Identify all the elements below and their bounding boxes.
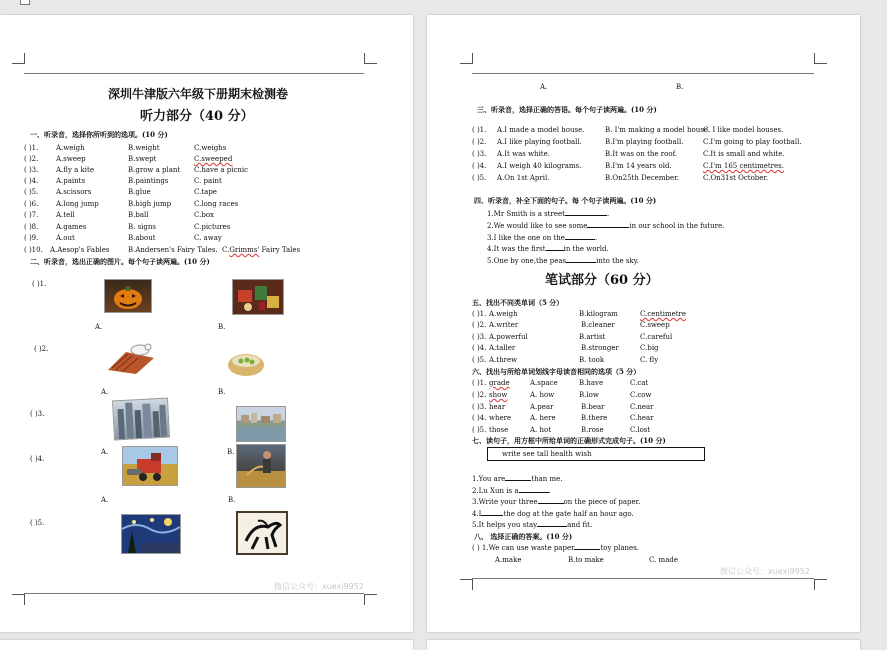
option-b: B. I'm making a model house. <box>605 126 711 134</box>
option-b: B.On25th December. <box>605 174 679 182</box>
option-b-label: B. <box>218 388 226 396</box>
option-b-label: B. <box>218 323 226 331</box>
option-a: A.pear <box>530 403 554 411</box>
choice-question: ( ) 1.We can use waste paper toy planes. <box>472 544 640 552</box>
keyword: show <box>489 391 508 399</box>
skyscrapers-image <box>112 398 170 441</box>
item-number: ( )2. <box>24 155 39 163</box>
option-a: A.games <box>56 223 87 231</box>
option-a: A. here <box>530 414 556 422</box>
option-c: C.I'm 165 centimetres. <box>703 162 784 170</box>
option-a: A.tell <box>56 211 75 219</box>
item-number: ( )3. <box>472 403 487 411</box>
item-number: ( )5. <box>472 426 487 434</box>
option-a: A.threw <box>489 356 518 364</box>
option-a: A.I weigh 40 kilograms. <box>497 162 582 170</box>
harvester-image <box>122 446 178 486</box>
item-number: ( )3. <box>24 166 39 174</box>
option-a: A. hot <box>530 426 552 434</box>
item-number: ( )5. <box>472 174 487 182</box>
fill-sentence: 2.Lu Xun is a . <box>472 487 551 495</box>
written-header: 笔试部分（60 分） <box>545 273 659 288</box>
word-box <box>487 447 705 461</box>
option-a-label: A. <box>540 83 548 91</box>
option-c: C.I'm going to play football. <box>703 138 802 146</box>
footer-rule <box>24 593 364 594</box>
option-a: A.sweep <box>56 155 86 163</box>
option-a: A.make <box>495 556 522 564</box>
option-a: A.I like playing football. <box>497 138 582 146</box>
crop-mark <box>460 53 473 64</box>
option-c: C.hear <box>630 414 654 422</box>
listening-header: 听力部分（40 分） <box>140 109 254 124</box>
option-b: B. signs <box>128 223 157 231</box>
header-rule <box>24 73 364 74</box>
horse-painting-image <box>236 511 288 555</box>
section-6-title: 六、找出与所给单词划线字母读音相同的选项（5 分） <box>472 367 641 376</box>
section-5-title: 五、找出不同类单词（5 分） <box>472 298 564 307</box>
option-a-label: A. <box>95 323 103 331</box>
fill-sentence: 1.You are than me. <box>472 475 563 483</box>
next-page-edge <box>427 640 860 650</box>
town-river-image <box>236 406 286 442</box>
item-number: ( )7. <box>24 211 39 219</box>
option-c: C. I like model houses. <box>703 126 784 134</box>
option-b: B.about <box>128 234 156 242</box>
option-a: A. how <box>530 391 555 399</box>
item-number: ( )2. <box>472 138 487 146</box>
option-a: A.It was white. <box>497 150 550 158</box>
crop-mark <box>12 53 25 64</box>
keyword: where <box>489 414 512 422</box>
toolbar-stub <box>20 0 30 5</box>
option-c: C.It is small and white. <box>703 150 785 158</box>
item-number: ( )3. <box>472 150 487 158</box>
option-b: B.kilogram <box>579 310 618 318</box>
item-number: ( )8. <box>24 223 39 231</box>
header-rule <box>472 73 814 74</box>
fill-sentence: 4.It was the first in the world. <box>487 245 609 253</box>
farmer-wheat-image <box>236 444 286 488</box>
fill-sentence: 5.It helps you stay and fit. <box>472 521 593 529</box>
option-a: A.space <box>530 379 558 387</box>
option-b: B.artist <box>579 333 606 341</box>
pea-basket-image <box>224 347 268 379</box>
option-c: C.big <box>640 344 659 352</box>
fill-sentence: 5.One by one,the peas into the sky. <box>487 257 639 265</box>
option-b: B.swept <box>128 155 157 163</box>
option-a: A.powerful <box>489 333 528 341</box>
crop-mark <box>364 594 377 605</box>
option-c: C.box <box>194 211 214 219</box>
item-number: ( )4. <box>30 455 45 463</box>
fill-sentence: 2.We would like to see some in our school in the future. <box>487 222 725 230</box>
item-number: ( )4. <box>472 162 487 170</box>
fill-sentence: 3.Write your three on the piece of paper. <box>472 498 641 506</box>
option-c: C.cat <box>630 379 649 387</box>
option-c: C.tape <box>194 188 217 196</box>
watermark: 微信公众号：xuexi9952 <box>274 582 364 591</box>
option-b: B. took <box>579 356 605 364</box>
section-7-title: 七、读句子，用方框中所给单词的正确形式完成句子。(10 分) <box>472 436 666 445</box>
watermark: 微信公众号：xuexi9952 <box>720 567 810 576</box>
option-a: A.out <box>56 234 75 242</box>
option-b: B.stronger <box>581 344 619 352</box>
option-a: A.fly a kite <box>56 166 94 174</box>
option-c: C. paint <box>194 177 222 185</box>
option-b: B.bear <box>581 403 605 411</box>
item-number: ( )9. <box>24 234 39 242</box>
option-b: B.there <box>581 414 608 422</box>
option-b: B.It was on the roof. <box>605 150 678 158</box>
option-c: C.sweeped <box>194 155 233 163</box>
option-c: C.weighs <box>194 144 227 152</box>
next-page-edge <box>0 640 413 650</box>
footer-rule <box>472 578 814 579</box>
option-b: B.grow a plant <box>128 166 181 174</box>
item-number: ( )1. <box>32 280 47 288</box>
option-b: B.I'm playing football. <box>605 138 684 146</box>
starry-night-image <box>121 514 181 554</box>
pumpkin-image <box>104 279 152 313</box>
option-c: C. fly <box>640 356 659 364</box>
item-number: ( )1. <box>472 126 487 134</box>
option-c: C.sweep <box>640 321 670 329</box>
item-number: ( )4. <box>472 344 487 352</box>
section-3-title: 三、听录音，选择正确的答语。每个句子读两遍。(10 分) <box>477 105 657 114</box>
item-number: ( )5. <box>30 519 45 527</box>
item-number: ( )4. <box>24 177 39 185</box>
option-c: C.lost <box>630 426 651 434</box>
section-8-title: 八、 选择正确的答案。(10 分) <box>474 532 573 541</box>
option-a: A.I made a model house. <box>497 126 585 134</box>
crop-mark <box>364 53 377 64</box>
option-b-label: B. <box>676 83 684 91</box>
option-c: C.centimetre <box>640 310 687 318</box>
item-number: ( )2. <box>472 321 487 329</box>
item-number: ( )1. <box>24 144 39 152</box>
option-a: A.scissors <box>56 188 92 196</box>
fill-sentence: 4.I the dog at the gate half an hour ago. <box>472 510 634 518</box>
option-b: B.paintings <box>128 177 169 185</box>
crop-mark <box>814 579 827 590</box>
option-b: B.I'm 14 years old. <box>605 162 672 170</box>
option-b: B.Andersen's Fairy Tales. <box>128 246 218 254</box>
item-number: ( )1. <box>472 310 487 318</box>
item-number: ( )3. <box>472 333 487 341</box>
option-c: C.On31st October. <box>703 174 769 182</box>
option-c: C.long races <box>194 200 239 208</box>
item-number: ( )2. <box>34 345 49 353</box>
document-page-2 <box>427 15 860 632</box>
option-a: A.paints <box>56 177 86 185</box>
crop-mark <box>814 53 827 64</box>
option-a-label: A. <box>101 388 109 396</box>
keyword: those <box>489 426 509 434</box>
section-2-title: 二、听录音，选出正确的图片。每个句子读两遍。(10 分) <box>30 257 210 266</box>
item-number: ( )4. <box>472 414 487 422</box>
option-b: B.cleaner <box>581 321 615 329</box>
option-b: B.glue <box>128 188 151 196</box>
crop-mark <box>460 579 473 590</box>
option-a: A.On 1st April. <box>497 174 550 182</box>
option-b-label: B. <box>227 448 235 456</box>
item-number: ( )5. <box>472 356 487 364</box>
option-c: C.Grimms' Fairy Tales <box>222 246 301 254</box>
item-number: ( )5. <box>24 188 39 196</box>
option-a: A.weigh <box>489 310 518 318</box>
fill-sentence: 1.Mr Smith is a street . <box>487 210 610 218</box>
keyword: grade <box>489 379 510 387</box>
option-c: C. made <box>649 556 678 564</box>
item-number: ( )2. <box>472 391 487 399</box>
item-number: ( )6. <box>24 200 39 208</box>
option-c: C.pictures <box>194 223 231 231</box>
option-c: C.careful <box>640 333 673 341</box>
option-a: A.Aesop's Fables <box>50 246 110 254</box>
option-a: A.weigh <box>56 144 85 152</box>
option-a-label: A. <box>101 448 109 456</box>
option-c: C.near <box>630 403 654 411</box>
option-a: A.writer <box>489 321 519 329</box>
option-b-label: B. <box>228 496 236 504</box>
option-c: C.cow <box>630 391 652 399</box>
option-b: B.have <box>579 379 604 387</box>
exam-title: 深圳牛津版六年级下册期末检测卷 <box>108 87 289 101</box>
option-b: B.weight <box>128 144 160 152</box>
section-4-title: 四、听录音，补全下面的句子。每 个句子读两遍。(10 分) <box>474 196 657 205</box>
item-number: ( )10. <box>24 246 43 254</box>
option-b: B.to make <box>568 556 604 564</box>
option-c: C.have a picnic <box>194 166 249 174</box>
option-c: C. away <box>194 234 222 242</box>
document-page-1 <box>0 15 413 632</box>
option-a-label: A. <box>101 496 109 504</box>
option-b: B.high jump <box>128 200 172 208</box>
crop-mark <box>12 594 25 605</box>
option-b: B.ball <box>128 211 149 219</box>
keyword: hear <box>489 403 506 411</box>
option-b: B.low <box>579 391 599 399</box>
gifts-image <box>232 279 284 315</box>
option-a: A.long jump <box>56 200 99 208</box>
word-box-words: write see tall health wish <box>502 450 592 458</box>
option-b: B.rose <box>581 426 604 434</box>
option-a: A.taller <box>489 344 516 352</box>
item-number: ( )1. <box>472 379 487 387</box>
section-1-title: 一、听录音，选择你所听到的选项。(10 分) <box>30 130 168 139</box>
bird-roof-image <box>106 340 156 374</box>
item-number: ( )3. <box>30 410 45 418</box>
fill-sentence: 3.I like the one on the . <box>487 234 598 242</box>
